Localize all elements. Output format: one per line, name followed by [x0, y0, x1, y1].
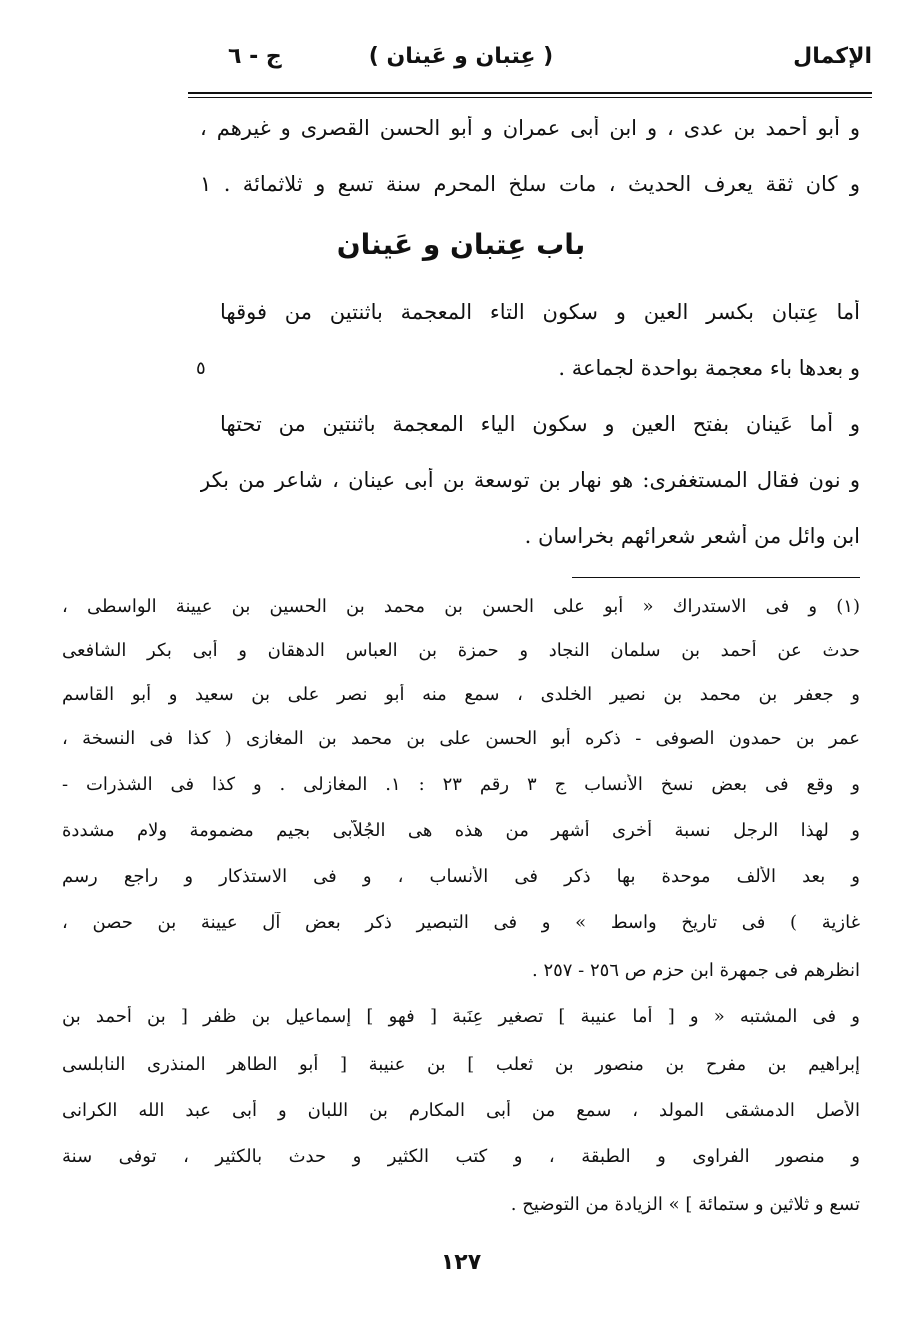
header-rule	[188, 92, 872, 94]
footnote-line: انظرهم فى جمهرة ابن حزم ص ٢٥٦ - ٢٥٧ .	[531, 960, 860, 981]
paragraph-line: أما عِتبان بكسر العين و سكون التاء المعجمة باثنتين من فوقها	[220, 300, 860, 324]
footnote-line: حدث عن أحمد بن سلمان النجاد و حمزة بن العباس الدهقان و أبى بكر الشافعى	[62, 640, 860, 661]
running-header-book-title: الإكمال	[793, 44, 872, 69]
header-rule-thin	[188, 97, 872, 98]
footnote-line: و جعفر بن محمد بن نصير الخلدى ، سمع منه أبو نصر على بن سعيد و أبو القاسم	[62, 684, 860, 705]
footnote-line: غازية ) فى تاريخ واسط » و فى التبصير ذكر بعض آل عيينة بن حصن ،	[62, 912, 860, 933]
footnote-line: إبراهيم بن مفرح بن منصور بن ثعلب ] بن عنيبة [ أبو الطاهر المنذرى النابلسى	[62, 1054, 860, 1075]
paragraph-line: ابن وائل من أشعر شعرائهم بخراسان .	[524, 524, 860, 548]
running-header-volume: ج - ٦	[228, 44, 282, 69]
paragraph-line: و بعدها باء معجمة بواحدة لجماعة .	[558, 356, 860, 380]
footnote-line: و وقع فى بعض نسخ الأنساب ج ٣ رقم ٢٣ : ١. المغازلى . و كذا فى الشذرات -	[62, 774, 860, 795]
footnote-line: (١) و فى الاستدراك « أبو على الحسن بن محمد بن الحسين بن عيينة الواسطى ،	[62, 596, 860, 617]
running-header-section: ( عِتبان و عَينان )	[368, 44, 554, 69]
paragraph-line: و أما عَينان بفتح العين و سكون الياء المعجمة باثنتين من تحتها	[220, 412, 860, 436]
footnote-line: و بعد الألف موحدة بها ذكر فى الأنساب ، و فى الاستذكار و راجع رسم	[62, 866, 860, 887]
footnote-line: تسع و ثلاثين و ستمائة ] » الزيادة من التوضيح .	[510, 1194, 860, 1215]
body-line: و كان ثقة يعرف الحديث ، مات سلخ المحرم سنة تسع و ثلاثمائة . ١	[200, 172, 860, 196]
footnote-separator	[572, 577, 860, 578]
footnote-line: الأصل الدمشقى المولد ، سمع من أبى المكارم بن اللبان و أبى عبد الله الكرانى	[62, 1100, 860, 1121]
margin-line-number: ٥	[196, 358, 206, 379]
footnote-line: عمر بن حمدون الصوفى - ذكره أبو الحسن على بن محمد بن المغازى ( كذا فى النسخة ،	[62, 728, 860, 749]
chapter-title: باب عِتبان و عَينان	[336, 228, 586, 261]
paragraph-line: و نون فقال المستغفرى: هو نهار بن توسعة بن أبى عينان ، شاعر من بكر	[200, 468, 860, 492]
page-number: ١٢٧	[440, 1250, 482, 1275]
footnote-line: و لهذا الرجل نسبة أخرى أشهر من هذه هى الجُلاّبى بجيم مضمومة ولام مشددة	[62, 820, 860, 841]
body-line: و أبو أحمد بن عدى ، و ابن أبى عمران و أبو الحسن القصرى و غيرهم ،	[200, 116, 860, 140]
footnote-line: و منصور الفراوى و الطبقة ، و كتب الكثير و حدث بالكثير ، توفى سنة	[62, 1146, 860, 1167]
footnote-line: و فى المشتبه « و [ أما عنيبة ] تصغير عِنَبة [ فهو ] إسماعيل بن ظفر [ بن أحمد بن	[62, 1006, 860, 1027]
